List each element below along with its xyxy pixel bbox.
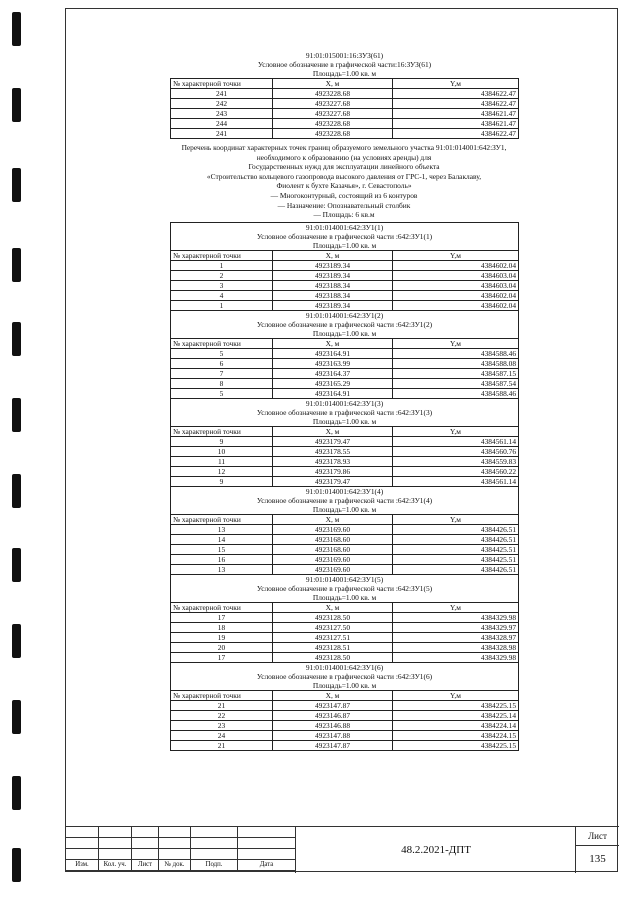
sheet-number: 135 — [589, 853, 606, 865]
x-value: 4923188.34 — [273, 280, 393, 290]
x-value: 4923127.51 — [273, 632, 393, 642]
col-header-y: Y,м — [393, 690, 519, 700]
y-value: 4384622.47 — [393, 129, 519, 139]
contour-count-line: — Многоконтурный, состоящий из 6 контуров — [270, 190, 418, 200]
col-header-y: Y,м — [393, 514, 519, 524]
table-row — [171, 280, 519, 290]
contour-designation: Условное обозначение в графической части :642:ЗУ1(1) — [171, 232, 519, 241]
table-row — [171, 290, 519, 300]
punch-hole — [12, 12, 21, 46]
point-number: 10 — [171, 446, 273, 456]
y-value: 4384224.15 — [393, 730, 519, 740]
point-number: 3 — [171, 280, 273, 290]
col-header-x: X, м — [273, 514, 393, 524]
point-number: 20 — [171, 642, 273, 652]
col-header-x: X, м — [273, 79, 393, 89]
table-row — [171, 358, 519, 368]
heading-line: необходимого к образованию (на условиях аренды) для — [256, 152, 432, 162]
y-value: 4384328.97 — [393, 632, 519, 642]
y-value: 4384602.04 — [393, 300, 519, 310]
y-value: 4384425.51 — [393, 554, 519, 564]
y-value: 4384426.51 — [393, 524, 519, 534]
stamp-label-signature: Подп. — [191, 860, 238, 871]
x-value: 4923128.50 — [273, 612, 393, 622]
table-row — [171, 544, 519, 554]
x-value: 4923168.60 — [273, 534, 393, 544]
x-value: 4923189.34 — [273, 270, 393, 280]
x-value: 4923227.68 — [273, 99, 393, 109]
x-value: 4923147.87 — [273, 740, 393, 750]
x-value: 4923169.60 — [273, 564, 393, 574]
point-number: 8 — [171, 378, 273, 388]
x-value: 4923128.51 — [273, 642, 393, 652]
contour-area: Площадь=1.00 кв. м — [171, 505, 519, 515]
x-value: 4923164.91 — [273, 388, 393, 398]
point-number: 16 — [171, 554, 273, 564]
col-header-point: № характерной точки — [171, 250, 273, 260]
table-row — [171, 378, 519, 388]
col-header-point: № характерной точки — [171, 79, 273, 89]
contour-cadastral: 91:01:014001:642:ЗУ1(6) — [171, 662, 519, 672]
col-header-point: № характерной точки — [171, 338, 273, 348]
y-value: 4384602.04 — [393, 260, 519, 270]
punch-hole — [12, 168, 21, 202]
contour-cadastral: 91:01:014001:642:ЗУ1(3) — [171, 398, 519, 408]
y-value: 4384588.46 — [393, 388, 519, 398]
col-header-point: № характерной точки — [171, 426, 273, 436]
point-number: 21 — [171, 700, 273, 710]
section-cadastral: 91:01:015001:16:ЗУЗ(61) — [305, 51, 384, 60]
x-value: 4923179.47 — [273, 436, 393, 446]
y-value: 4384603.04 — [393, 270, 519, 280]
x-value: 4923164.37 — [273, 368, 393, 378]
y-value: 4384622.47 — [393, 89, 519, 99]
point-number: 14 — [171, 534, 273, 544]
col-header-y: Y,м — [393, 426, 519, 436]
col-header-x: X, м — [273, 426, 393, 436]
table-row — [171, 119, 519, 129]
y-value: 4384425.51 — [393, 544, 519, 554]
x-value: 4923227.68 — [273, 109, 393, 119]
y-value: 4384559.83 — [393, 456, 519, 466]
y-value: 4384588.08 — [393, 358, 519, 368]
table-row — [171, 300, 519, 310]
x-value: 4923127.50 — [273, 622, 393, 632]
x-value: 4923189.34 — [273, 300, 393, 310]
sheet-box — [575, 826, 619, 873]
point-number: 11 — [171, 456, 273, 466]
contour-designation: Условное обозначение в графической части :642:ЗУ1(6) — [171, 672, 519, 681]
point-number: 5 — [171, 348, 273, 358]
y-value: 4384224.14 — [393, 720, 519, 730]
x-value: 4923147.87 — [273, 700, 393, 710]
y-value: 4384329.98 — [393, 612, 519, 622]
section-area: Площадь=1.00 кв. м — [312, 69, 377, 78]
title-block — [65, 826, 618, 872]
point-number: 6 — [171, 358, 273, 368]
x-value: 4923147.88 — [273, 730, 393, 740]
col-header-x: X, м — [273, 338, 393, 348]
contour-area: Площадь=1.00 кв. м — [171, 241, 519, 251]
punch-hole — [12, 548, 21, 582]
x-value: 4923179.86 — [273, 466, 393, 476]
punch-hole — [12, 474, 21, 508]
contour-designation: Условное обозначение в графической части :642:ЗУ1(3) — [171, 408, 519, 417]
heading-line: Перечень координат характерных точек границ образуемого земельного участка 91:01:014001:642:ЗУ1, — [181, 143, 507, 152]
y-value: 4384225.15 — [393, 740, 519, 750]
x-value: 4923178.93 — [273, 456, 393, 466]
contour-designation: Условное обозначение в графической части :642:ЗУ1(5) — [171, 584, 519, 593]
table-row — [171, 622, 519, 632]
contour-designation: Условное обозначение в графической части :642:ЗУ1(2) — [171, 320, 519, 329]
y-value: 4384621.47 — [393, 119, 519, 129]
point-number: 9 — [171, 476, 273, 486]
stamp-label-change: Изм. — [66, 860, 99, 871]
point-number: 1 — [171, 300, 273, 310]
document-body — [170, 51, 518, 751]
y-value: 4384622.47 — [393, 99, 519, 109]
punch-hole — [12, 88, 21, 122]
section-designation: Условное обозначение в графической части:16:ЗУЗ(61) — [257, 60, 432, 69]
table-row — [171, 632, 519, 642]
x-value: 4923178.55 — [273, 446, 393, 456]
table-row — [171, 652, 519, 662]
heading-line: Государственных нужд для эксплуатации линейного объекта — [248, 162, 440, 172]
col-header-y: Y,м — [393, 602, 519, 612]
table-row — [171, 368, 519, 378]
table-row — [171, 730, 519, 740]
punch-hole — [12, 322, 21, 356]
col-header-point: № характерной точки — [171, 602, 273, 612]
point-number: 22 — [171, 710, 273, 720]
punch-hole — [12, 624, 21, 658]
punch-hole — [12, 398, 21, 432]
heading-line: Фиолент к бухте Казачья», г. Севастополь» — [276, 181, 412, 191]
col-header-point: № характерной точки — [171, 690, 273, 700]
col-header-point: № характерной точки — [171, 514, 273, 524]
point-number: 13 — [171, 524, 273, 534]
y-value: 4384603.04 — [393, 280, 519, 290]
document-number: 48.2.2021-ДПТ — [295, 826, 576, 873]
y-value: 4384329.97 — [393, 622, 519, 632]
y-value: 4384560.76 — [393, 446, 519, 456]
area-line: — Площадь: 6 кв.м — [313, 210, 375, 220]
heading-line: «Строительство кольцевого газопровода высокого давления от ГРС-1, через Балаклаву, — [206, 171, 482, 181]
y-value: 4384426.51 — [393, 534, 519, 544]
point-number: 17 — [171, 612, 273, 622]
table-row — [171, 740, 519, 750]
point-number: 241 — [171, 89, 273, 99]
x-value: 4923169.60 — [273, 554, 393, 564]
point-number: 19 — [171, 632, 273, 642]
contour-cadastral: 91:01:014001:642:ЗУ1(4) — [171, 486, 519, 496]
x-value: 4923165.29 — [273, 378, 393, 388]
point-number: 23 — [171, 720, 273, 730]
point-number: 12 — [171, 466, 273, 476]
point-number: 7 — [171, 368, 273, 378]
punch-hole — [12, 700, 21, 734]
contour-cadastral: 91:01:014001:642:ЗУ1(2) — [171, 310, 519, 320]
col-header-x: X, м — [273, 690, 393, 700]
top-coordinate-table — [170, 51, 519, 139]
col-header-x: X, м — [273, 250, 393, 260]
col-header-y: Y,м — [393, 250, 519, 260]
x-value: 4923188.34 — [273, 290, 393, 300]
point-number: 9 — [171, 436, 273, 446]
contour-area: Площадь=1.00 кв. м — [171, 417, 519, 427]
contour-cadastral: 91:01:014001:642:ЗУ1(5) — [171, 574, 519, 584]
coordinates-list-heading — [170, 143, 518, 220]
point-number: 1 — [171, 260, 273, 270]
binding-holes — [0, 0, 32, 905]
table-row — [171, 348, 519, 358]
point-number: 244 — [171, 119, 273, 129]
contour-area: Площадь=1.00 кв. м — [171, 329, 519, 339]
purpose-line: — Назначение: Опознавательный столбик — [277, 200, 411, 210]
table-row — [171, 89, 519, 99]
x-value: 4923128.50 — [273, 652, 393, 662]
table-row — [171, 554, 519, 564]
punch-hole — [12, 848, 21, 882]
stamp-label-date: Дата — [238, 860, 296, 871]
point-number: 18 — [171, 622, 273, 632]
point-number: 17 — [171, 652, 273, 662]
y-value: 4384225.14 — [393, 710, 519, 720]
table-row — [171, 700, 519, 710]
point-number: 242 — [171, 99, 273, 109]
contour-area: Площадь=1.00 кв. м — [171, 681, 519, 691]
sheet-label: Лист — [576, 827, 619, 846]
table-row — [171, 456, 519, 466]
contour-area: Площадь=1.00 кв. м — [171, 593, 519, 603]
table-row — [171, 476, 519, 486]
point-number: 243 — [171, 109, 273, 119]
x-value: 4923228.68 — [273, 129, 393, 139]
x-value: 4923189.34 — [273, 260, 393, 270]
x-value: 4923228.68 — [273, 89, 393, 99]
x-value: 4923228.68 — [273, 119, 393, 129]
stamp-label-sheet: Лист — [132, 860, 159, 871]
y-value: 4384587.15 — [393, 368, 519, 378]
stamp-label-doc: № док. — [159, 860, 191, 871]
table-row — [171, 270, 519, 280]
table-row — [171, 260, 519, 270]
y-value: 4384328.98 — [393, 642, 519, 652]
col-header-x: X, м — [273, 602, 393, 612]
point-number: 241 — [171, 129, 273, 139]
point-number: 5 — [171, 388, 273, 398]
contour-designation: Условное обозначение в графической части :642:ЗУ1(4) — [171, 496, 519, 505]
table-row — [171, 109, 519, 119]
y-value: 4384621.47 — [393, 109, 519, 119]
x-value: 4923169.60 — [273, 524, 393, 534]
contour-cadastral: 91:01:014001:642:ЗУ1(1) — [171, 222, 519, 232]
y-value: 4384561.14 — [393, 476, 519, 486]
point-number: 2 — [171, 270, 273, 280]
y-value: 4384329.98 — [393, 652, 519, 662]
y-value: 4384587.54 — [393, 378, 519, 388]
x-value: 4923179.47 — [273, 476, 393, 486]
table-row — [171, 612, 519, 622]
y-value: 4384426.51 — [393, 564, 519, 574]
revision-grid — [65, 826, 295, 872]
table-row — [171, 534, 519, 544]
y-value: 4384225.15 — [393, 700, 519, 710]
table-row — [171, 466, 519, 476]
point-number: 13 — [171, 564, 273, 574]
point-number: 15 — [171, 544, 273, 554]
col-header-y: Y,м — [393, 79, 519, 89]
point-number: 21 — [171, 740, 273, 750]
point-number: 24 — [171, 730, 273, 740]
table-row — [171, 388, 519, 398]
table-row — [171, 129, 519, 139]
table-row — [171, 524, 519, 534]
table-row — [171, 99, 519, 109]
stamp-label-count: Кол. уч. — [99, 860, 132, 871]
y-value: 4384602.04 — [393, 290, 519, 300]
y-value: 4384561.14 — [393, 436, 519, 446]
x-value: 4923163.99 — [273, 358, 393, 368]
table-row — [171, 446, 519, 456]
table-row — [171, 710, 519, 720]
x-value: 4923168.60 — [273, 544, 393, 554]
punch-hole — [12, 776, 21, 810]
y-value: 4384560.22 — [393, 466, 519, 476]
point-number: 4 — [171, 290, 273, 300]
x-value: 4923146.88 — [273, 720, 393, 730]
contours-coordinate-table — [170, 222, 519, 751]
x-value: 4923146.87 — [273, 710, 393, 720]
table-row — [171, 642, 519, 652]
y-value: 4384588.46 — [393, 348, 519, 358]
punch-hole — [12, 248, 21, 282]
table-row — [171, 436, 519, 446]
x-value: 4923164.91 — [273, 348, 393, 358]
table-row — [171, 564, 519, 574]
table-row — [171, 720, 519, 730]
col-header-y: Y,м — [393, 338, 519, 348]
